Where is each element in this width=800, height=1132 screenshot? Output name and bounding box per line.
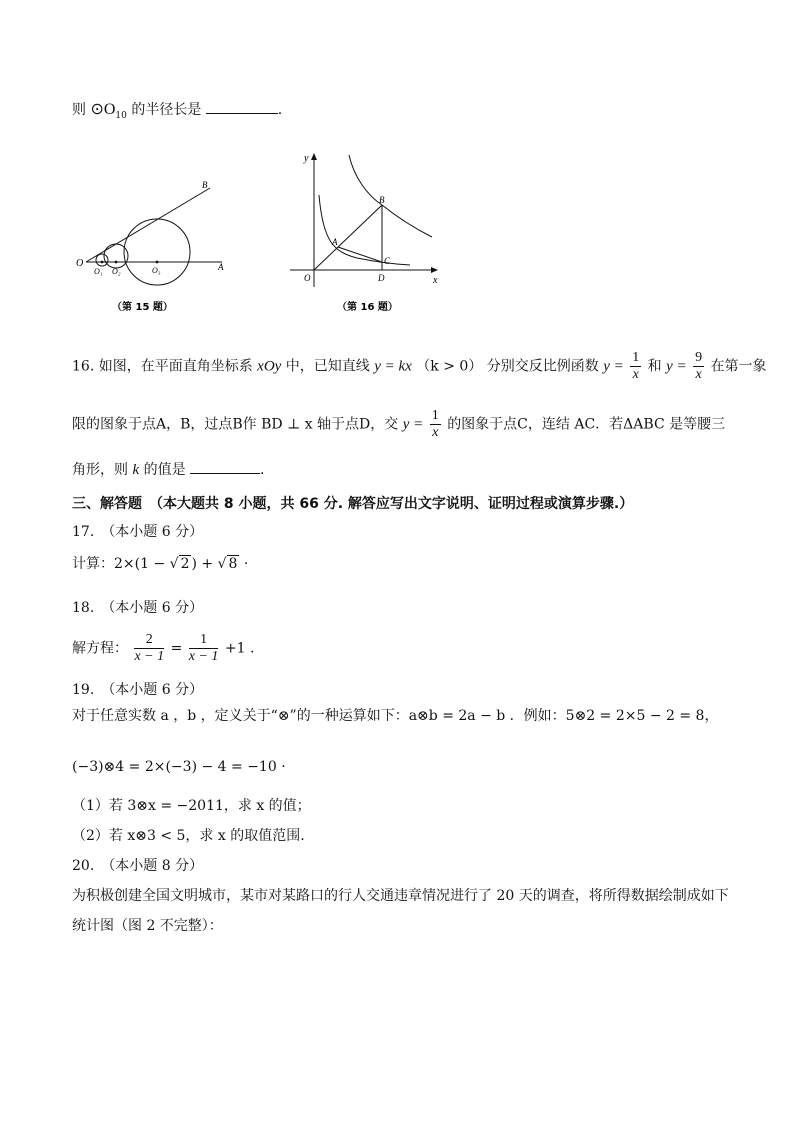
- q16-y-eq-3: y =: [402, 416, 424, 433]
- q17-text-1: 计算：2×: [72, 556, 135, 572]
- fraction-9-over-x: [693, 350, 704, 383]
- frac-numerator: 1: [431, 408, 439, 423]
- q19-line-1: 对于任意实数 a ，b ，定义关于“⊗”的一种运算如下：a⊗b = 2a − b ．例如：5⊗2 = 2×5 − 2 = 8，: [72, 708, 719, 724]
- label-C: C: [384, 256, 391, 266]
- q16-text-8: 的值是: [143, 462, 186, 478]
- q15-answer-line: [72, 100, 282, 126]
- label-B: B: [202, 180, 208, 190]
- q17-number: 17. （本小题 6 分）: [72, 524, 204, 540]
- sqrt-icon: √: [169, 556, 179, 572]
- label-D: D: [378, 273, 385, 283]
- q15-suffix: 的半径长是: [131, 102, 202, 118]
- section-3-heading: 三、解答题 （本大题共 8 小题，共 66 分. 解答应写出文字说明、证明过程或演算步骤.）: [72, 496, 634, 512]
- label-A: A: [332, 237, 338, 247]
- q15-end: .: [277, 102, 283, 118]
- q17-end: ·: [239, 556, 249, 572]
- q18-fraction-1: [134, 632, 164, 665]
- q16-line-1: [72, 350, 767, 383]
- frac-numerator: 9: [695, 350, 703, 365]
- curve-1-over-x: [319, 195, 410, 265]
- x-arrow-icon: [431, 267, 438, 273]
- frac-numerator: 1: [632, 350, 640, 365]
- q16-y-eq-1: y =: [603, 358, 624, 375]
- frac-numerator: 2: [134, 632, 164, 649]
- segment-AC: [338, 247, 382, 262]
- q17-radicand-2: 8: [228, 556, 238, 572]
- center-dot-1: [101, 261, 104, 264]
- q16-text-2: 中，已知直线: [285, 358, 370, 375]
- label-y: y: [304, 153, 309, 164]
- q20-number: 20. （本小题 8 分）: [72, 858, 204, 874]
- q19-line-2: (−3)⊗4 = 2×(−3) − 4 = −10 ·: [72, 759, 286, 775]
- figure-16-caption: （第 16 题）: [337, 302, 398, 313]
- q16-text-6: 的图象于点C，连结 AC．若ΔABC 是等腰三: [447, 416, 726, 433]
- q16-condition: （k > 0）: [416, 358, 483, 375]
- q17-paren-close: ) +: [191, 556, 218, 572]
- label-x: x: [433, 275, 438, 286]
- q18-body: [72, 632, 254, 665]
- sqrt-icon: √: [217, 556, 227, 572]
- fraction-1-over-x-2: [430, 408, 441, 441]
- q16-xoy: xOy: [257, 358, 282, 375]
- q19-number: 19. （本小题 6 分）: [72, 682, 204, 698]
- y-arrow-icon: [311, 153, 317, 160]
- q16-and: 和: [647, 358, 662, 375]
- q16-line-2: [72, 408, 725, 441]
- q16-text-5: 限的图象于点A，B，过点B作 BD ⊥ x 轴于点D，交: [72, 416, 399, 433]
- answer-blank[interactable]: [190, 473, 260, 474]
- q16-text-3: 分别交反比例函数: [486, 358, 599, 375]
- q20-line-1: 为积极创建全国文明城市，某市对某路口的行人交通违章情况进行了 20 天的调查，将所得数据绘制成如下: [72, 888, 729, 904]
- label-B: B: [379, 195, 385, 205]
- circle-1: [96, 254, 108, 266]
- label-A: A: [218, 262, 224, 272]
- q18-fraction-2: [189, 632, 219, 665]
- q16-y-eq-2: y =: [666, 358, 687, 375]
- circle-3: [124, 219, 190, 285]
- q16-text-7: 角形，则: [72, 462, 128, 478]
- label-O: O: [304, 273, 311, 283]
- q18-number: 18. （本小题 6 分）: [72, 600, 204, 616]
- figure-16: [282, 147, 452, 317]
- label-O3: O₃: [152, 266, 161, 275]
- q17-paren-open: (1 −: [134, 556, 170, 572]
- center-dot-2: [115, 261, 118, 264]
- frac-denominator: x: [695, 367, 702, 382]
- q17-radicand-1: 2: [180, 556, 190, 572]
- circle-subscript: 10: [115, 110, 127, 121]
- fraction-1-over-x: [630, 350, 641, 383]
- q16-text-4: 在第一象: [710, 358, 767, 375]
- q15-prefix: 则: [72, 102, 86, 118]
- frac-numerator: 1: [189, 632, 219, 649]
- q16-text-1: 16. 如图，在平面直角坐标系: [72, 358, 253, 375]
- circle-symbol: ⊙O: [90, 101, 116, 118]
- frac-denominator: x: [432, 425, 439, 440]
- q18-text-1: 解方程：: [72, 640, 128, 657]
- answer-blank[interactable]: [206, 113, 278, 114]
- q19-sub-2: （2）若 x⊗3 < 5，求 x 的取值范围.: [72, 828, 305, 844]
- q18-end: +1 .: [224, 640, 255, 657]
- center-dot-3: [156, 261, 159, 264]
- q20-line-2: 统计图（图 2 不完整）：: [72, 918, 223, 934]
- q17-body: [72, 554, 248, 574]
- figure-15: [72, 175, 252, 325]
- q16-k: k: [132, 462, 140, 478]
- frac-denominator: x: [632, 367, 639, 382]
- frac-denominator: x − 1: [134, 649, 165, 664]
- q18-equals: =: [170, 640, 183, 657]
- q16-line-3: [72, 460, 264, 480]
- label-O1: O₁: [94, 267, 103, 276]
- figure-15-caption: （第 15 题）: [112, 302, 173, 313]
- label-O2: O₂: [112, 267, 121, 276]
- q16-line-equation: y = kx: [374, 358, 412, 375]
- q19-sub-1: （1）若 3⊗x = −2011，求 x 的值；: [72, 798, 311, 814]
- frac-denominator: x − 1: [188, 649, 219, 664]
- label-O: O: [76, 258, 84, 269]
- q16-end: .: [260, 462, 265, 478]
